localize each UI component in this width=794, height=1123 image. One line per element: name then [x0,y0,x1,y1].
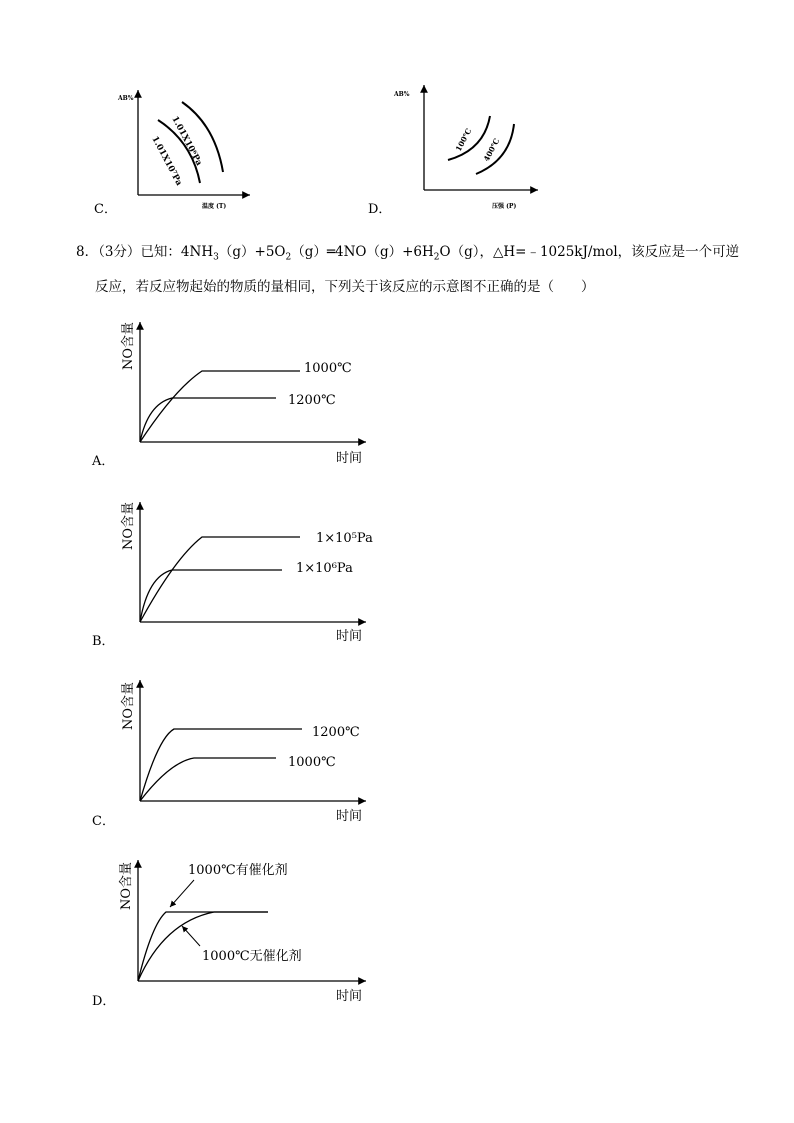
q8-option-b [90,494,390,654]
q7c-letter: C． [94,202,117,217]
q8-option-c [90,674,390,834]
q8b-label-1: 1×10⁵Pa [316,531,373,546]
q7c-graph [90,80,290,220]
q8-text-b: （g）+5O [218,244,286,260]
q8b-x-label: 时间 [336,629,363,644]
q8a-x-label: 时间 [336,451,363,466]
q7-option-c [90,80,290,220]
q8a-letter: A． [92,454,115,469]
q8-score: （3分） [98,244,141,260]
q7d-graph [366,80,566,220]
q8-option-d [90,854,390,1014]
q8-option-a [90,314,390,474]
q7c-curve-label-2: 1.01X10⁷Pa [149,134,184,188]
q8d-graph [90,854,390,1014]
q8-stem-line-2: 反应，若反应物起始的物质的量相同，下列关于该反应的示意图不正确的是（ ） [95,278,595,295]
q8a-y-label: NO含量 [121,321,136,370]
q8c-graph [90,674,390,834]
q8-text-a: 已知：4NH [140,244,214,260]
q8-text-d: O（g），△H=﹣1025kJ/mol，该反应是一个可逆 [439,244,740,260]
q8-number: 8． [76,244,99,260]
q8-sub-3: 3 [213,252,219,263]
q8d-x-label: 时间 [336,989,363,1004]
q8c-letter: C． [92,814,115,829]
q8b-y-label: NO含量 [121,501,136,550]
q8-sub-2b: 2 [433,252,440,263]
q8d-curve-catalyst [138,912,268,981]
q8c-y-label: NO含量 [121,681,136,730]
q8c-x-label: 时间 [336,809,363,824]
q7d-x-label: 压强 (P) [492,203,517,210]
q7d-letter: D． [368,202,392,217]
q8-stem-line-1 [76,242,740,268]
q8b-label-2: 1×10⁶Pa [296,561,353,576]
q8d-letter: D． [92,994,116,1009]
q8d-y-label: NO含量 [119,861,134,910]
q8c-label-1: 1200℃ [312,725,360,740]
q8a-label-1: 1000℃ [304,361,352,376]
q8b-graph [90,494,390,654]
q8-sub-2a: 2 [285,252,292,263]
q7d-y-label: AB% [394,91,410,98]
q8-stem [76,242,740,297]
q8-text-c: （g）═4NO（g）+6H [291,244,434,260]
q7c-curve-label-1: 1.01X10⁶Pa [169,114,204,168]
q8d-label-2: 1000℃无催化剂 [202,949,302,964]
q7c-y-label: AB% [118,95,134,102]
q7c-x-label: 温度 (T) [202,203,227,210]
q8c-label-2: 1000℃ [288,755,336,770]
q8a-label-2: 1200℃ [288,393,336,408]
q8a-graph [90,314,390,474]
q7-option-d [366,80,566,220]
q8a-curve-1000 [140,371,300,442]
q8d-label-1: 1000℃有催化剂 [188,863,288,878]
q8b-curve-1e5 [140,537,300,622]
q7d-curve-label-1: 100℃ [453,126,474,153]
q8b-letter: B． [92,634,115,649]
q8d-arrow-catalyst [170,880,194,907]
q8b-curve-1e6 [140,570,282,622]
q7d-curve-label-2: 400℃ [481,136,502,163]
q8d-arrow-no-catalyst [182,926,200,946]
q8c-curve-1000 [140,758,276,801]
q8a-curve-1200 [140,398,276,442]
q8c-curve-1200 [140,729,302,801]
